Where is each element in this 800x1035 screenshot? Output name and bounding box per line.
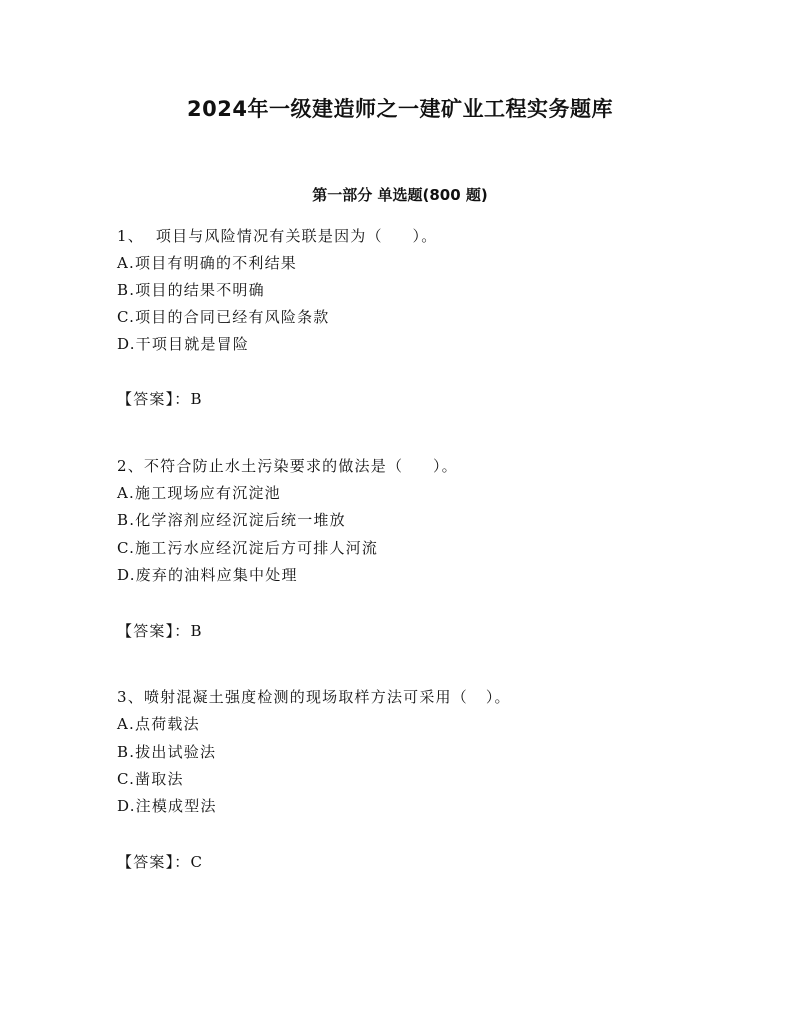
option-b: B.项目的结果不明确: [117, 281, 265, 299]
option-c: C.项目的合同已经有风险条款: [117, 308, 330, 326]
option-b: B.化学溶剂应经沉淀后统一堆放: [117, 511, 346, 529]
question-stem: 3、喷射混凝土强度检测的现场取样方法可采用（ ）。: [117, 688, 511, 706]
question-stem: 2、不符合防止水土污染要求的做法是（ ）。: [117, 457, 458, 475]
answer: 【答案】：B: [117, 622, 203, 640]
option-b: B.拔出试验法: [117, 743, 217, 761]
page-title: 2024年一级建造师之一建矿业工程实务题库: [187, 97, 613, 121]
option-d: D.干项目就是冒险: [117, 335, 250, 353]
option-a: A.施工现场应有沉淀池: [117, 484, 281, 502]
option-a: A.点荷载法: [117, 715, 200, 733]
section-heading: 第一部分 单选题(800 题): [312, 186, 488, 204]
question-stem: 1、 项目与风险情况有关联是因为（ ）。: [117, 227, 438, 245]
option-c: C.施工污水应经沉淀后方可排人河流: [117, 539, 379, 557]
answer: 【答案】：B: [117, 390, 203, 408]
option-c: C.凿取法: [117, 770, 184, 788]
option-a: A.项目有明确的不利结果: [117, 254, 298, 272]
answer: 【答案】：C: [117, 853, 204, 871]
option-d: D.注模成型法: [117, 797, 217, 815]
option-d: D.废弃的油料应集中处理: [117, 566, 298, 584]
